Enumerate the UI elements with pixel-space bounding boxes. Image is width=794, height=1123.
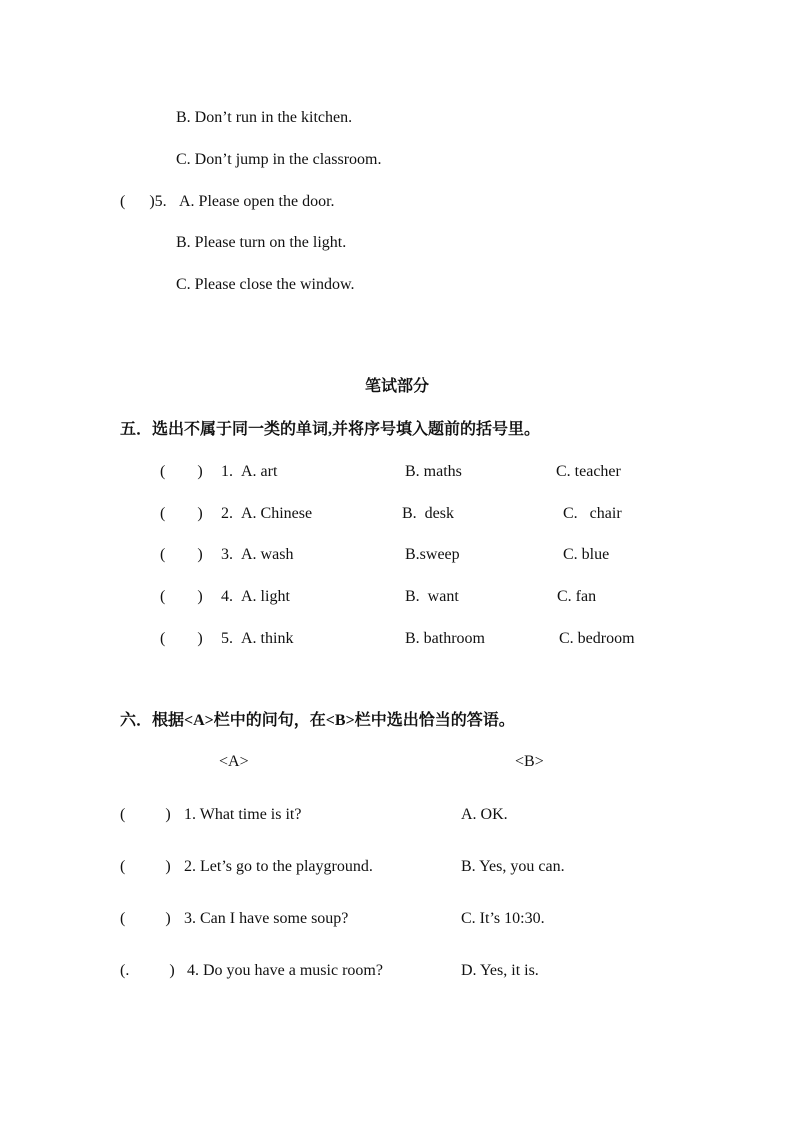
written-part-title: 笔试部分 bbox=[364, 378, 429, 395]
answer-text: A. OK. bbox=[461, 806, 508, 823]
option-b: B. desk bbox=[402, 505, 454, 522]
option-c: C. chair bbox=[563, 505, 622, 522]
question-text: 3. Can I have some soup? bbox=[184, 910, 349, 927]
answer-parenthesis: ( ) bbox=[160, 546, 203, 563]
question-number: 2. bbox=[221, 505, 233, 522]
answer-text: C. It’s 10:30. bbox=[461, 910, 545, 927]
question-number: 3. bbox=[221, 546, 233, 563]
option-b: B.sweep bbox=[405, 546, 460, 563]
column-b-label: <B> bbox=[515, 753, 544, 770]
option-c: C. bedroom bbox=[559, 630, 635, 647]
answer-parenthesis: ( ) bbox=[160, 630, 203, 647]
option-b: B. maths bbox=[405, 463, 462, 480]
column-a-label: <A> bbox=[219, 753, 249, 770]
section5-heading: 五．选出不属于同一类的单词,并将序号填入题前的括号里。 bbox=[120, 421, 541, 438]
option-c: C. blue bbox=[563, 546, 610, 563]
q5-option-b: B. Please turn on the light. bbox=[176, 234, 347, 251]
section6-heading: 六．根据<A>栏中的问句，在<B>栏中选出恰当的答语。 bbox=[120, 712, 515, 729]
option-c: C. fan bbox=[557, 588, 597, 605]
q5-option-c: C. Please close the window. bbox=[176, 276, 355, 293]
option-a: A. art bbox=[241, 463, 278, 480]
question-number: 1. bbox=[221, 463, 233, 480]
answer-parenthesis: ( ) bbox=[120, 858, 171, 875]
question-text: 1. What time is it? bbox=[184, 806, 302, 823]
option-a: A. wash bbox=[241, 546, 294, 563]
q5-prefix: ( )5. bbox=[120, 193, 167, 210]
option-a: A. think bbox=[241, 630, 294, 647]
option-a: A. light bbox=[241, 588, 290, 605]
question-text: 2. Let’s go to the playground. bbox=[184, 858, 373, 875]
question-number: 5. bbox=[221, 630, 233, 647]
answer-parenthesis: ( ) bbox=[120, 806, 171, 823]
answer-text: D. Yes, it is. bbox=[461, 962, 539, 979]
q5-option-a: A. Please open the door. bbox=[179, 193, 335, 210]
answer-parenthesis: ( ) bbox=[120, 910, 171, 927]
answer-parenthesis: ( ) bbox=[160, 588, 203, 605]
option-b: B. want bbox=[405, 588, 459, 605]
answer-parenthesis: (. ) bbox=[120, 962, 175, 979]
question-text: 4. Do you have a music room? bbox=[187, 962, 383, 979]
option-a: A. Chinese bbox=[241, 505, 313, 522]
q4-option-b: B. Don’t run in the kitchen. bbox=[176, 109, 353, 126]
option-b: B. bathroom bbox=[405, 630, 485, 647]
option-c: C. teacher bbox=[556, 463, 621, 480]
answer-parenthesis: ( ) bbox=[160, 463, 203, 480]
answer-parenthesis: ( ) bbox=[160, 505, 203, 522]
q4-option-c: C. Don’t jump in the classroom. bbox=[176, 151, 382, 168]
answer-text: B. Yes, you can. bbox=[461, 858, 565, 875]
question-number: 4. bbox=[221, 588, 233, 605]
